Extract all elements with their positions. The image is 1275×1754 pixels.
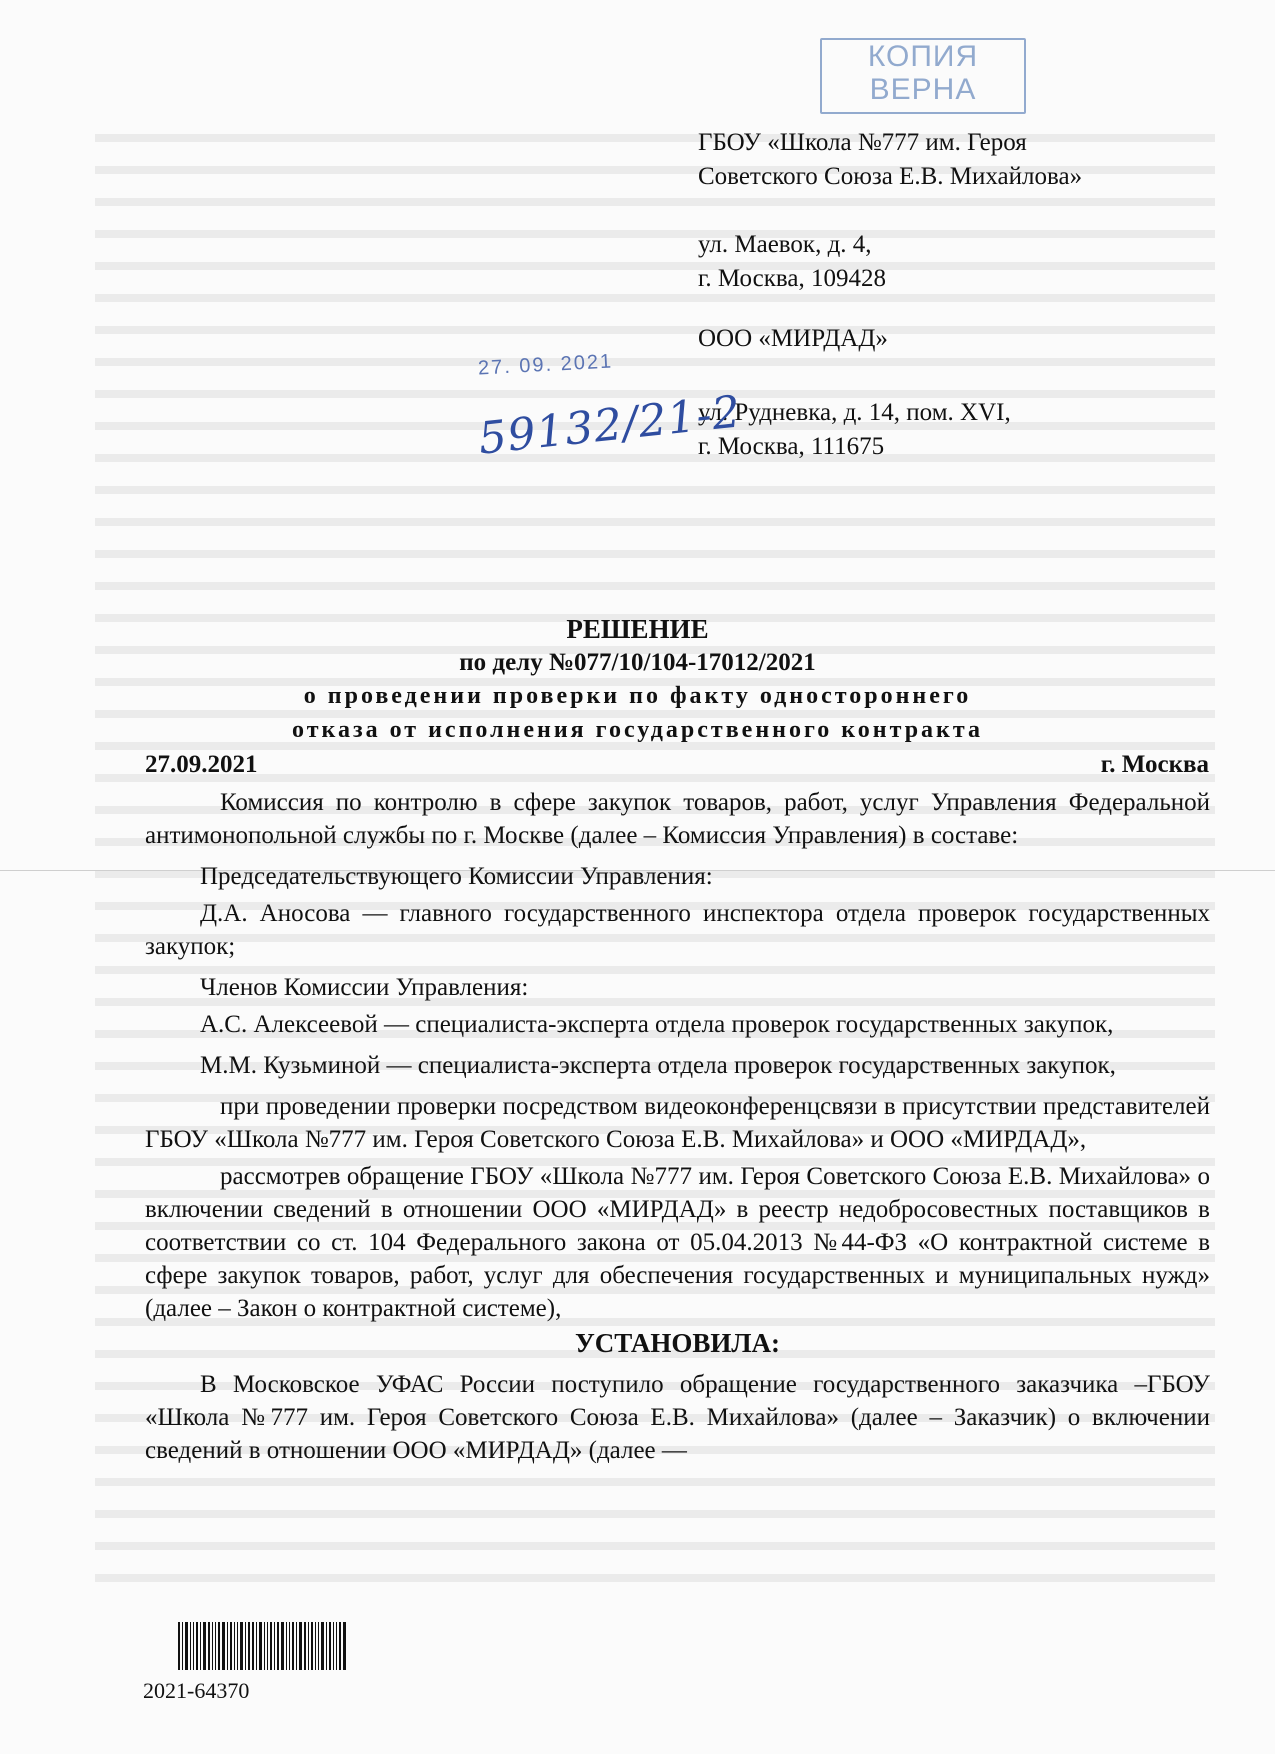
barcode-bar [326, 1622, 327, 1670]
barcode-bar [296, 1622, 297, 1670]
established-heading: УСТАНОВИЛА: [574, 1328, 781, 1358]
barcode-bar [281, 1622, 284, 1670]
decision-city: г. Москва [1100, 751, 1209, 778]
stamp-line-2: ВЕРНА [869, 73, 977, 106]
barcode-bar [203, 1622, 206, 1670]
recipient-company-name: ООО «МИРДАД» [698, 325, 888, 352]
barcode-bar [248, 1622, 250, 1670]
paragraph-considered: рассмотрев обращение ГБОУ «Школа №777 им. Героя Советского Союза Е.В. Михайлова» о включении сведений в отношении ООО «МИРДАД» в реестр недобросовестных поставщиков в соответствии со ст. 104 Федерального закона от 05.04.2013 №44-ФЗ «О контрактной системе в сфере закупок товаров, работ, услуг для обеспечения государственных и муниципальных нужд» (далее – Закон о контрактной системе), [145, 1163, 1210, 1322]
recipient-school-address [698, 228, 886, 296]
barcode-bar [308, 1622, 309, 1670]
recipient-school-name [698, 126, 1082, 194]
barcode-bar [196, 1622, 198, 1670]
barcode-bar [304, 1622, 306, 1670]
barcode-bar [267, 1622, 268, 1670]
case-number: по делу №077/10/104-17012/2021 [459, 649, 816, 676]
recipient-company-address [698, 396, 1011, 464]
barcode-bar [252, 1622, 254, 1670]
barcode-bar [182, 1622, 183, 1670]
decision-heading: РЕШЕНИЕ [566, 614, 709, 644]
decision-body [145, 786, 1210, 1467]
registration-number-handwritten: 59132/21-2 [476, 386, 744, 465]
paragraph-commission: Комиссия по контролю в сфере закупок товаров, работ, услуг Управления Федеральной антимонопольной службы по г. Москве (далее – Комиссия Управления) в составе: [145, 789, 1210, 849]
decision-subject-line-1: о проведении проверки по факту одностороннего [303, 683, 972, 709]
barcode-bar [329, 1622, 331, 1670]
barcode-bar [237, 1622, 238, 1670]
paragraph-member-1: А.С. Алексеевой — специалиста-эксперта отдела проверок государственных закупок, [200, 1011, 1114, 1038]
barcode-bar [321, 1622, 324, 1670]
company-address-line-1: ул. Рудневка, д. 14, пом. XVI, [698, 399, 1011, 426]
barcode-bar [185, 1622, 188, 1670]
paragraph-appeal: В Московское УФАС России поступило обращение государственного заказчика –ГБОУ «Школа №777 им. Героя Советского Союза Е.В. Михайлова» (далее – Заказчик) о включении сведений в отношении ООО «МИРДАД» (далее — [145, 1371, 1210, 1464]
barcode-bar [200, 1622, 201, 1670]
barcode-bar [215, 1622, 216, 1670]
barcode-bar [270, 1622, 272, 1670]
paragraph-chair: Д.А. Аносова — главного государственного инспектора отдела проверок государственных закупок; [145, 900, 1210, 960]
barcode-number: 2021-64370 [143, 1678, 250, 1703]
barcode-bar [240, 1622, 243, 1670]
school-name-line-2: Советского Союза Е.В. Михайлова» [698, 163, 1083, 190]
paragraph-members-label: Членов Комиссии Управления: [200, 974, 529, 1001]
company-address-line-2: г. Москва, 111675 [698, 433, 885, 460]
barcode-bar [230, 1622, 232, 1670]
barcode-bar [222, 1622, 225, 1670]
decision-date: 27.09.2021 [145, 751, 258, 778]
barcode-bar [208, 1622, 210, 1670]
stamp-line-1: КОПИЯ [867, 40, 979, 73]
paragraph-chair-label: Председательствующего Комиссии Управления: [200, 863, 713, 890]
barcode [178, 1622, 360, 1670]
barcode-bar [292, 1622, 294, 1670]
barcode-bar [274, 1622, 275, 1670]
barcode-bar [336, 1622, 337, 1670]
registration-date-stamp: 27. 09. 2021 [477, 350, 614, 380]
barcode-bar [218, 1622, 220, 1670]
barcode-bar [318, 1622, 319, 1670]
barcode-bar [193, 1622, 194, 1670]
school-address-line-1: ул. Маевок, д. 4, [698, 231, 872, 258]
barcode-bar [178, 1622, 180, 1670]
barcode-bar [256, 1622, 257, 1670]
school-name-line-1: ГБОУ «Школа №777 им. Героя [698, 129, 1027, 156]
barcode-bar [245, 1622, 246, 1670]
barcode-bar [227, 1622, 228, 1670]
barcode-bar [190, 1622, 191, 1670]
barcode-bar [259, 1622, 262, 1670]
barcode-bar [286, 1622, 287, 1670]
barcode-bar [234, 1622, 235, 1670]
paragraph-member-2: М.М. Кузьминой — специалиста-эксперта отдела проверок государственных закупок, [200, 1052, 1116, 1079]
paragraph-presence: при проведении проверки посредством видеоконференцсвязи в присутствии представителей ГБОУ «Школа №777 им. Героя Советского Союза Е.В. Михайлова» и ООО «МИРДАД», [145, 1093, 1210, 1153]
school-address-line-2: г. Москва, 109428 [698, 265, 886, 292]
barcode-bar [315, 1622, 316, 1670]
barcode-bar [299, 1622, 302, 1670]
barcode-bar [277, 1622, 279, 1670]
barcode-bar [212, 1622, 213, 1670]
barcode-bar [311, 1622, 313, 1670]
barcode-bar [289, 1622, 290, 1670]
barcode-bar [343, 1622, 346, 1670]
decision-subject-line-2: отказа от исполнения государственного контракта [292, 717, 983, 743]
barcode-bar [339, 1622, 341, 1670]
barcode-bar [333, 1622, 334, 1670]
barcode-bar [264, 1622, 265, 1670]
copy-verified-stamp [820, 38, 1026, 114]
